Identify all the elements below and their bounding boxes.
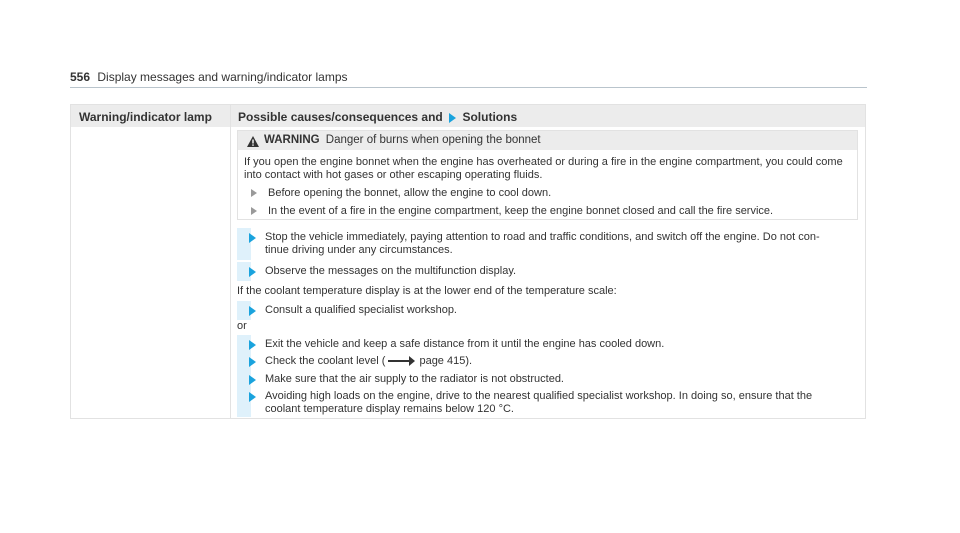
column-header-solutions-label: Solutions xyxy=(462,110,518,124)
warning-step-2 xyxy=(258,205,773,217)
step-4-text: Exit the vehicle and keep a safe distance from it until the engine has cooled down. xyxy=(265,338,665,350)
step-6-text: Make sure that the air supply to the radiator is not obstructed. xyxy=(265,373,564,385)
warning-body: If you open the engine bonnet when the engine has overheated or during a fire in the engine compartment, you could come into contact with hot gases or other escaping operating fluids. xyxy=(244,156,843,181)
solution-arrow-icon xyxy=(449,113,456,123)
warning-title-text: Danger of burns when opening the bonnet xyxy=(325,134,541,146)
or-text: or xyxy=(237,320,247,332)
warning-label: WARNING xyxy=(264,134,320,146)
column-header-causes xyxy=(238,110,517,124)
lamp-table xyxy=(70,104,866,419)
column-header-causes-label: Possible causes/consequences and xyxy=(238,110,443,124)
step-5-text-before: Check the coolant level ( xyxy=(265,355,386,367)
step-1-line2: tinue driving under any circumstances. xyxy=(265,244,453,256)
warning-triangle-icon xyxy=(247,136,259,147)
page-number: 556 xyxy=(70,70,91,84)
step-5-text xyxy=(265,355,472,368)
step-arrow-icon xyxy=(251,207,257,215)
step-arrow-icon xyxy=(249,340,256,350)
warning-step-1-text: Before opening the bonnet, allow the engine to cool down. xyxy=(268,187,552,199)
warning-header xyxy=(238,131,857,150)
step-arrow-icon xyxy=(249,306,256,316)
step-7-line2: coolant temperature display remains below 120 °C. xyxy=(265,403,514,415)
section-title: Display messages and warning/indicator lamps xyxy=(97,70,348,84)
warning-step-1 xyxy=(258,187,551,199)
step-3-text: Consult a qualified specialist workshop. xyxy=(265,304,457,316)
page-header xyxy=(70,70,348,84)
step-2-text: Observe the messages on the multifunction display. xyxy=(265,265,517,277)
step-7-line1: Avoiding high loads on the engine, drive to the nearest qualified specialist workshop. In doing so, ensure that the xyxy=(265,390,813,402)
step-arrow-icon xyxy=(249,233,256,243)
column-header-lamp: Warning/indicator lamp xyxy=(79,110,212,124)
warning-step-2-text: In the event of a fire in the engine compartment, keep the engine bonnet closed and call the fire service. xyxy=(268,205,774,217)
step-arrow-icon xyxy=(249,267,256,277)
header-rule xyxy=(70,87,867,88)
step-arrow-icon xyxy=(251,189,257,197)
step-arrow-icon xyxy=(249,392,256,402)
cross-reference-arrow-icon[interactable] xyxy=(388,356,416,366)
warning-title xyxy=(264,134,541,146)
warning-box xyxy=(237,130,858,220)
condition-text: If the coolant temperature display is at the lower end of the temperature scale: xyxy=(237,285,617,297)
page-reference-link[interactable]: page 415). xyxy=(419,355,473,367)
step-arrow-icon xyxy=(249,357,256,367)
step-1-line1: Stop the vehicle immediately, paying attention to road and traffic conditions, and switch off the engine. Do not con- xyxy=(265,231,820,243)
column-divider xyxy=(230,105,231,418)
table-header-row xyxy=(71,105,865,127)
step-arrow-icon xyxy=(249,375,256,385)
